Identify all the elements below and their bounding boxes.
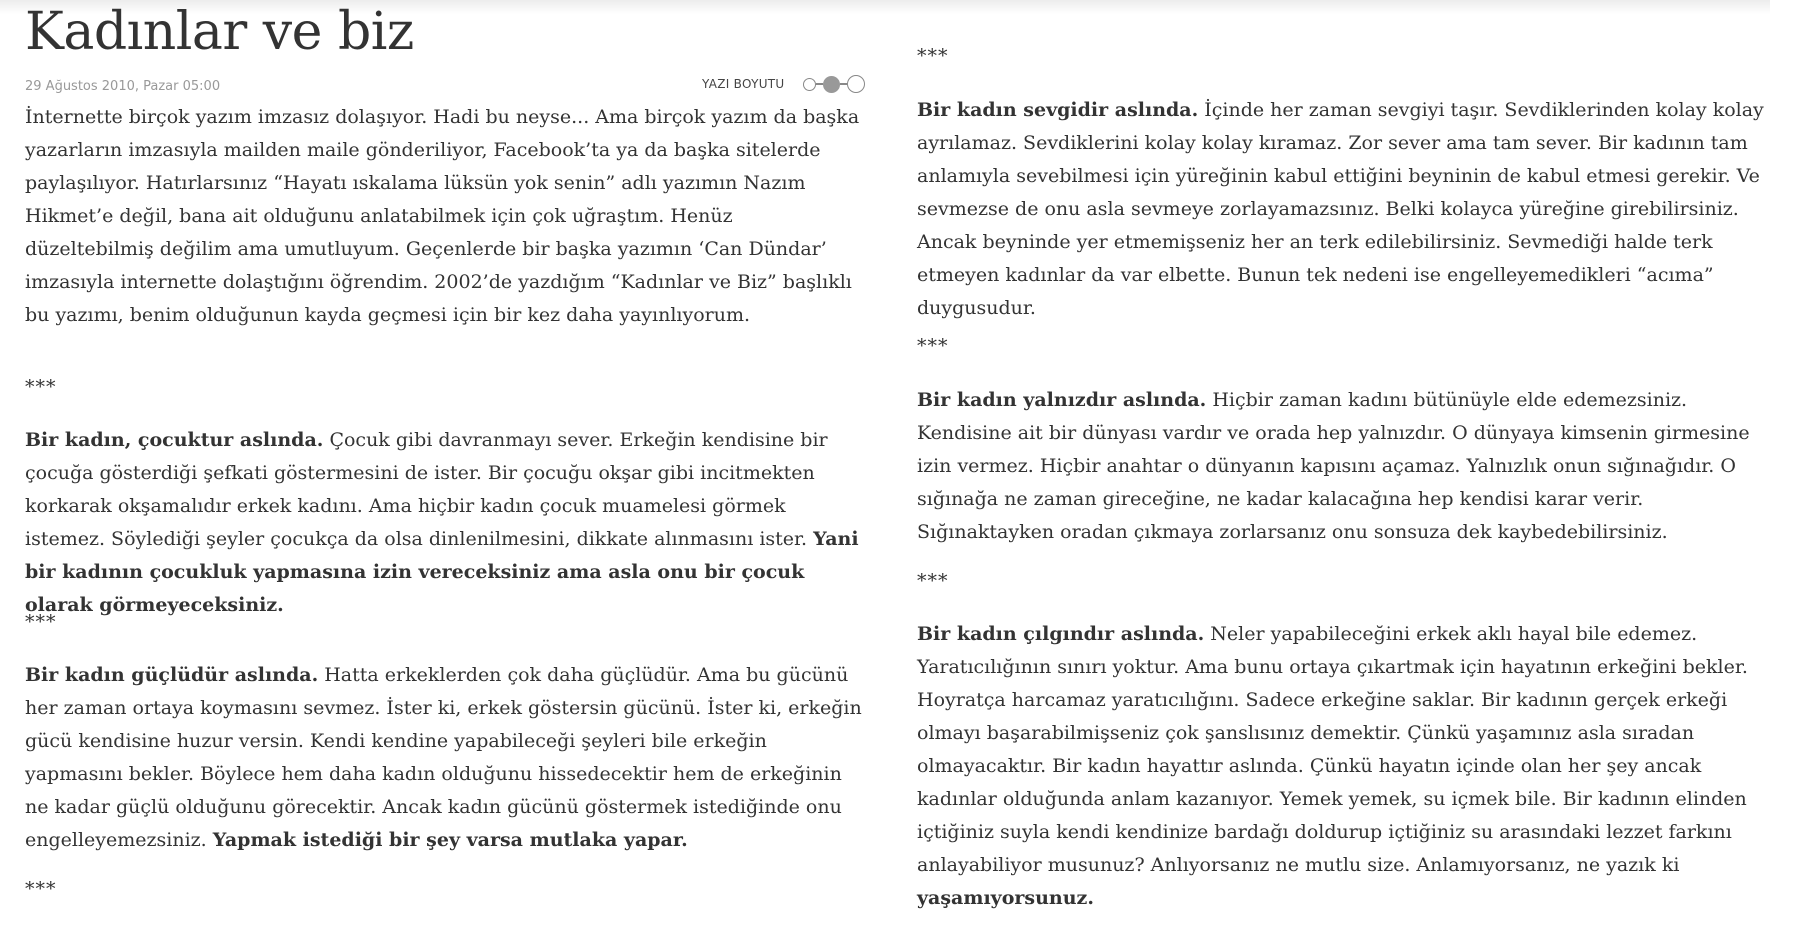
lonely-paragraph [917, 384, 1767, 549]
strong-paragraph [25, 659, 870, 857]
crazy-paragraph [917, 618, 1767, 915]
crazy-lead: Bir kadın çılgındır aslında. [917, 623, 1205, 645]
font-size-large-button[interactable] [847, 75, 865, 93]
font-size-label: YAZI BOYUTU [702, 77, 785, 91]
article-date: 29 Ağustos 2010, Pazar 05:00 [25, 79, 221, 94]
loving-paragraph [917, 94, 1767, 325]
strong-tail: Yapmak istediği bir şey varsa mutlaka yapar. [212, 829, 688, 851]
loving-lead: Bir kadın sevgidir aslında. [917, 99, 1199, 121]
article-title: Kadınlar ve biz [25, 2, 414, 62]
font-size-small-button[interactable] [803, 78, 816, 91]
crazy-tail: yaşamıyorsunuz. [917, 887, 1094, 909]
crazy-body: Neler yapabileceğini erkek aklı hayal bile edemez. Yaratıcılığının sınırı yoktur. Ama bunu ortaya çıkartmak için hayatının erkeğini bekler. Hoyratça harcamaz yaratıcılığını. Sadece erkeğine saklar. Bir kadının gerçek erkeği olmayı başarabilmişseniz çok şanslısınız demektir. Çünkü yaşamınız asla sıradan olmayacaktır. Bir kadın hayattır aslında. Çünkü hayatın içinde olan her şey ancak kadınlar olduğunda anlam kazanıyor. Yemek yemek, su içmek bile. Bir kadının elinden içtiğiniz suyla kendi kendinize bardağı doldurup içtiğiniz su arasındaki lezzet farkını anlayabiliyor musunuz? Anlıyorsanız ne mutlu size. Anlamıyorsanız, ne yazık ki [917, 623, 1748, 876]
child-tail: Yani bir kadının çocukluk yapmasına izin vereceksiniz ama asla onu bir çocuk olarak görmeyeceksiniz. [25, 528, 859, 616]
intro-paragraph: İnternette birçok yazım imzasız dolaşıyor. Hadi bu neyse... Ama birçok yazım da başka yazarların imzasıyla mailden maile gönderiliyor, Facebook’ta ya da başka sitelerde paylaşılıyor. Hatırlarsınız “Hayatı ıskalama lüksün yok senin” adlı yazımın Nazım Hikmet’e değil, bana ait olduğunu anlatabilmek için çok uğraştım. Henüz düzeltebilmiş değilim ama umutluyum. Geçenlerde bir başka yazımın ‘Can Dündar’ imzasıyla internette dolaştığını öğrendim. 2002’de yazdığım “Kadınlar ve Biz” başlıklı bu yazımı, benim olduğunun kayda geçmesi için bir kez daha yayınlıyorum. [25, 106, 860, 326]
child-lead: Bir kadın, çocuktur aslında. [25, 429, 324, 451]
font-size-divider [840, 83, 847, 85]
section-separator: *** [25, 611, 57, 633]
section-separator: *** [917, 335, 949, 357]
font-size-options [803, 75, 865, 93]
strong-lead: Bir kadın güçlüdür aslında. [25, 664, 319, 686]
section-separator: *** [917, 45, 949, 67]
section-separator: *** [917, 570, 949, 592]
loving-body: İçinde her zaman sevgiyi taşır. Sevdiklerinden kolay kolay ayrılamaz. Sevdiklerini kolay kolay kıramaz. Zor sever ama tam sever. Bir kadının tam anlamıyla sevebilmesi için yüreğinin kabul ettiğini beyninin de kabul etmesi gerekir. Ve sevmezse de onu asla sevmeye zorlayamazsınız. Belki kolayca yüreğine girebilirsiniz. Ancak beyninde yer etmemişseniz her an terk edilebilirsiniz. Sevmediği halde terk etmeyen kadınlar da var elbette. Bunun tek nedeni ise engelleyemedikleri “acıma” duygusudur. [917, 99, 1764, 319]
child-paragraph [25, 424, 870, 622]
strong-body: Hatta erkeklerden çok daha güçlüdür. Ama bu gücünü her zaman ortaya koymasını sevmez. İster ki, erkek göstersin gücünü. İster ki, erkeğin gücü kendisine huzur versin. Kendi kendine yapabileceği şeyleri bile erkeğin yapmasını bekler. Böylece hem daha kadın olduğunu hissedecektir hem de erkeğinin ne kadar güçlü olduğunu görecektir. Ancak kadın gücünü göstermek istediğinde onu engelleyemezsiniz. [25, 664, 862, 851]
section-separator: *** [25, 376, 57, 398]
font-size-medium-button[interactable] [823, 76, 840, 93]
section-separator: *** [25, 878, 57, 900]
lonely-body: Hiçbir zaman kadını bütünüyle elde edemezsiniz. Kendisine ait bir dünyası vardır ve orada hep yalnızdır. O dünyaya kimsenin girmesine izin vermez. Hiçbir anahtar o dünyanın kapısını açamaz. Yalnızlık onun sığınağıdır. O sığınağa ne zaman gireceğine, ne kadar kalacağına hep kendisi karar verir. Sığınaktayken oradan çıkmaya zorlarsanız onu sonsuza dek kaybedebilirsiniz. [917, 389, 1750, 543]
child-body: Çocuk gibi davranmayı sever. Erkeğin kendisine bir çocuğa gösterdiği şefkati göstermesini de ister. Bir çocuğu okşar gibi incitmekten korkarak okşamalıdır erkek kadını. Ama hiçbir kadın çocuk muamelesi görmek istemez. Söylediği şeyler çocukça da olsa dinlenilmesini, dikkate alınmasını ister. [25, 429, 828, 550]
font-size-divider [816, 83, 823, 85]
font-size-control [702, 75, 865, 93]
lonely-lead: Bir kadın yalnızdır aslında. [917, 389, 1207, 411]
